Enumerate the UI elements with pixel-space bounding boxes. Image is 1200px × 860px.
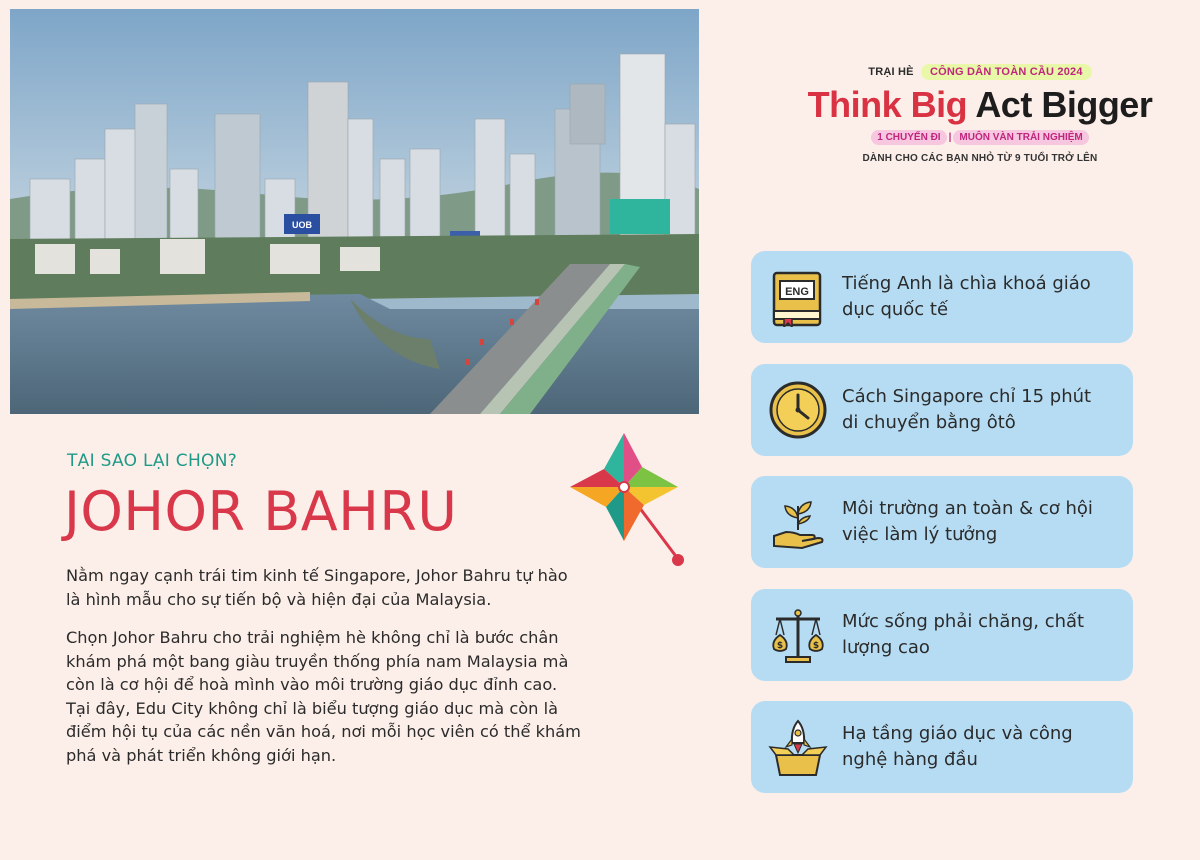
svg-text:$: $ [812,641,820,651]
camp-label [800,64,1160,80]
section-kicker: TẠI SAO LẠI CHỌN? [67,451,238,471]
feature-card-distance [751,364,1133,456]
tagline-separator: | [948,132,952,143]
feature-text: Hạ tầng giáo dục và công nghệ hàng đầu [842,723,1073,770]
hero-city-photo [10,9,699,414]
english-book-icon [768,267,828,327]
feature-card-living-cost [751,589,1133,681]
brand-logo-block [800,64,1160,164]
intro-paragraph-2: Chọn Johor Bahru cho trải nghiệm hè không chỉ là bước chân khám phá một bang giàu truyền thống phía nam Malaysia mà còn là cơ hội để hoà mình vào môi trường giáo dục đỉnh cao. Tại đây, Edu City không chỉ là biểu tượng giáo dục mà còn là điểm hội tụ của các nền văn hoá, nơi mỗi học viên có thể khám phá và phát triển không giới hạn. [66,628,581,765]
feature-card-environment [751,476,1133,568]
city-heading: JOHOR BAHRU [64,480,458,543]
feature-text: Cách Singapore chỉ 15 phút di chuyển bằng ôtô [842,386,1092,433]
brand-title-part1: Think Big [807,84,968,125]
brand-title-part2: Act Bigger [975,84,1153,125]
feature-text: Môi trường an toàn & cơ hội việc làm lý tưởng [842,498,1093,545]
camp-label-text: TRẠI HÈ [868,66,914,78]
pinwheel-icon [566,425,692,575]
tagline-part1: 1 CHUYẾN ĐI [871,130,946,145]
brand-tagline [871,130,1089,145]
plant-in-hand-icon [768,492,828,552]
intro-paragraph-1: Nằm ngay cạnh trái tim kinh tế Singapore, Johor Bahru tự hào là hình mẫu cho sự tiến bộ và hiện đại của Malaysia. [66,566,568,609]
clock-icon [768,380,828,440]
feature-text: Tiếng Anh là chìa khoá giáo dục quốc tế [842,273,1091,320]
balance-scale-money-icon [768,605,828,665]
feature-card-infrastructure [751,701,1133,793]
svg-text:ENG: ENG [785,286,809,298]
hero-sign-text: UOB [292,220,312,230]
tagline-part2: MUÔN VÀN TRẢI NGHIỆM [953,130,1088,145]
svg-text:$: $ [776,641,784,651]
brand-title [800,86,1160,124]
camp-name-pill: CÔNG DÂN TOÀN CẦU 2024 [921,64,1092,80]
feature-card-english [751,251,1133,343]
feature-text: Mức sống phải chăng, chất lượng cao [842,611,1085,658]
brand-subtitle: DÀNH CHO CÁC BẠN NHỎ TỪ 9 TUỔI TRỞ LÊN [862,153,1098,164]
rocket-box-icon [768,717,828,777]
